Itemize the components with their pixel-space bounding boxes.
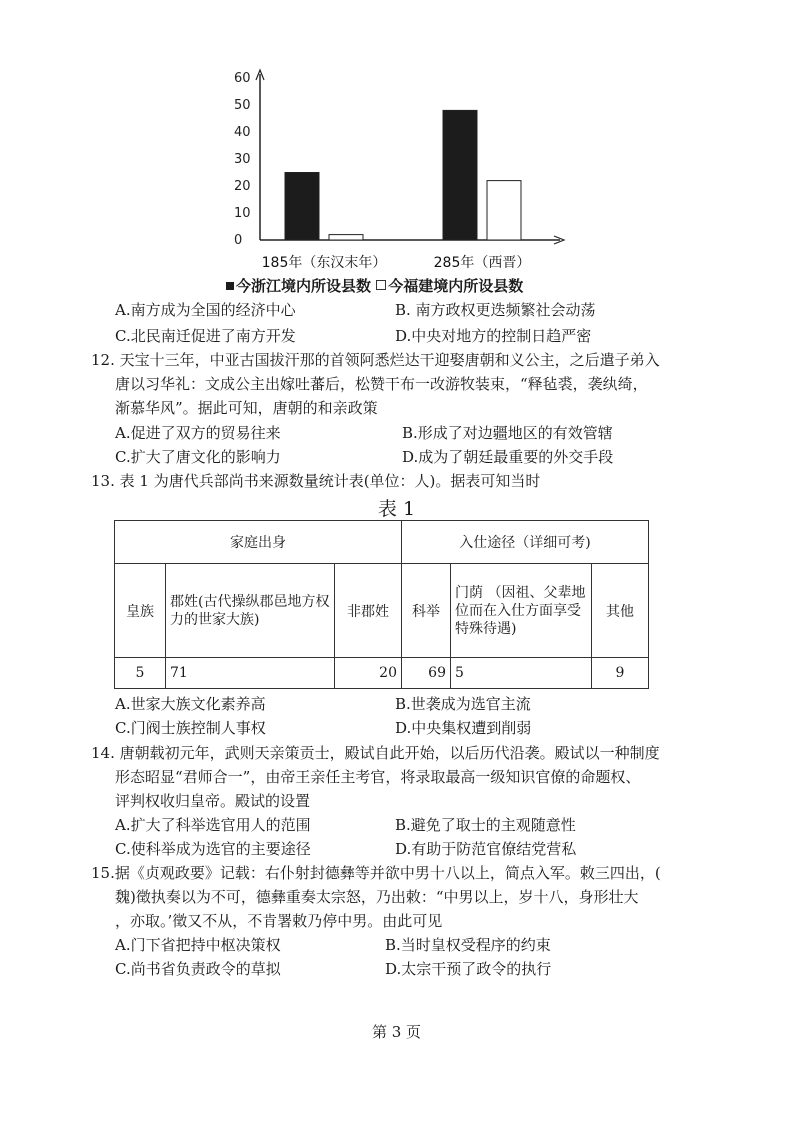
q11-option-b[interactable]: B. 南方政权更迭频繁社会动荡 [395,301,596,319]
q13-option-a[interactable]: A.世家大族文化素养高 [115,695,266,713]
table-col-header-royal: 皇族 [115,564,166,658]
q14-option-d[interactable]: D.有助于防范官僚结党营私 [395,840,577,858]
table-group-header-family: 家庭出身 [115,521,402,564]
chart-legend [226,275,523,296]
bar [329,235,363,240]
table-group-header-entry: 入仕途径（详细可考) [402,521,649,564]
table-col-header-other: 其他 [592,564,649,658]
legend-label-zhejiang: 今浙江境内所设县数 [236,277,372,295]
table-caption: 表 1 [377,498,416,520]
legend-swatch-fujian [376,280,386,290]
q12-stem-line-1: 12. 天宝十三年，中亚古国拔汗那的首领阿悉烂达干迎娶唐朝和义公主，之后遣子弟入 [91,351,660,369]
y-tick-label: 20 [234,179,251,194]
y-tick-label: 10 [234,206,251,221]
x-category-label: 285年（西晋） [433,255,531,271]
q15-option-d[interactable]: D.太宗干预了政令的执行 [385,960,552,978]
y-tick-label: 30 [234,152,251,167]
q13-option-d[interactable]: D.中央集权遭到削弱 [395,719,532,737]
bar-chart [220,66,580,301]
x-category-label: 185年（东汉末年） [261,255,387,271]
table-cell-other: 9 [592,658,649,689]
table-cell-royal: 5 [115,658,166,689]
q12-option-d[interactable]: D.成为了朝廷最重要的外交手段 [402,448,614,466]
q15-stem-line-2: 魏)徵执奏以为不可，德彝重奏太宗怒，乃出敕：“中男以上，岁十八，身形壮大 [115,888,639,906]
q12-stem-line-3: 渐慕华风”。据此可知，唐朝的和亲政策 [115,399,378,417]
q15-option-c[interactable]: C.尚书省负责政令的草拟 [115,960,281,978]
legend-swatch-zhejiang [226,282,234,290]
q15-option-a[interactable]: A.门下省把持中枢决策权 [115,936,281,954]
bar [443,110,477,240]
q14-stem-line-2: 形态昭显“君师合一”，由帝王亲任主考官，将录取最高一级知识官僚的命题权、 [115,768,641,786]
table-cell-non-junxing: 20 [335,658,402,689]
y-tick-label: 40 [234,125,251,140]
table-col-header-junxing: 郡姓(古代操纵郡邑地方权力的世家大族) [166,564,335,658]
q15-stem-line-1: 15.据《贞观政要》记载：右仆射封德彝等并欲中男十八以上，简点入军。敕三四出，( [91,864,661,882]
table-cell-menyin: 5 [451,658,592,689]
y-tick-label: 50 [234,98,251,113]
q14-stem-line-1: 14. 唐朝载初元年，武则天亲策贡士，殿试自此开始，以后历代沿袭。殿试以一种制度 [91,744,660,762]
q15-option-b[interactable]: B.当时皇权受程序的约束 [385,936,551,954]
y-tick-label: 0 [234,233,243,248]
y-axis [256,70,264,240]
q11-option-a[interactable]: A.南方成为全国的经济中心 [115,301,296,319]
table-col-header-keju: 科举 [402,564,451,658]
bar [487,181,521,240]
table-col-header-non-junxing: 非郡姓 [335,564,402,658]
q11-option-d[interactable]: D.中央对地方的控制日趋严密 [395,327,592,345]
table-col-header-menyin: 门荫 （因祖、父辈地位而在入仕方面享受特殊待遇) [451,564,592,658]
bar [285,173,319,241]
q14-stem-line-3: 评判权收归皇帝。殿试的设置 [115,792,311,810]
q14-option-a[interactable]: A.扩大了科举选官用人的范围 [115,816,311,834]
q12-stem-line-2: 唐以习华礼：文成公主出嫁吐蕃后，松赞干布一改游牧装束，“释毡裘，袭纨绮， [115,375,648,393]
table-1 [114,520,649,689]
legend-label-fujian: 今福建境内所设县数 [388,277,524,295]
q14-option-c[interactable]: C.使科举成为选官的主要途径 [115,840,311,858]
q11-option-c[interactable]: C.北民南迁促进了南方开发 [115,327,296,345]
q15-stem-line-3: ，亦取。’徵又不从，不肯署敕乃停中男。由此可见 [115,912,443,930]
table-cell-junxing: 71 [166,658,335,689]
q12-option-c[interactable]: C.扩大了唐文化的影响力 [115,448,281,466]
q12-option-a[interactable]: A.促进了双方的贸易往来 [115,424,281,442]
page-number: 第 3 页 [371,1023,422,1041]
q13-stem: 13. 表 1 为唐代兵部尚书来源数量统计表(单位：人)。据表可知当时 [91,472,541,490]
q14-option-b[interactable]: B.避免了取士的主观随意性 [395,816,576,834]
q12-option-b[interactable]: B.形成了对边疆地区的有效管辖 [402,424,613,442]
table-cell-keju: 69 [402,658,451,689]
q13-option-c[interactable]: C.门阀士族控制人事权 [115,719,266,737]
y-tick-label: 60 [234,71,251,86]
q13-option-b[interactable]: B.世袭成为选官主流 [395,695,531,713]
